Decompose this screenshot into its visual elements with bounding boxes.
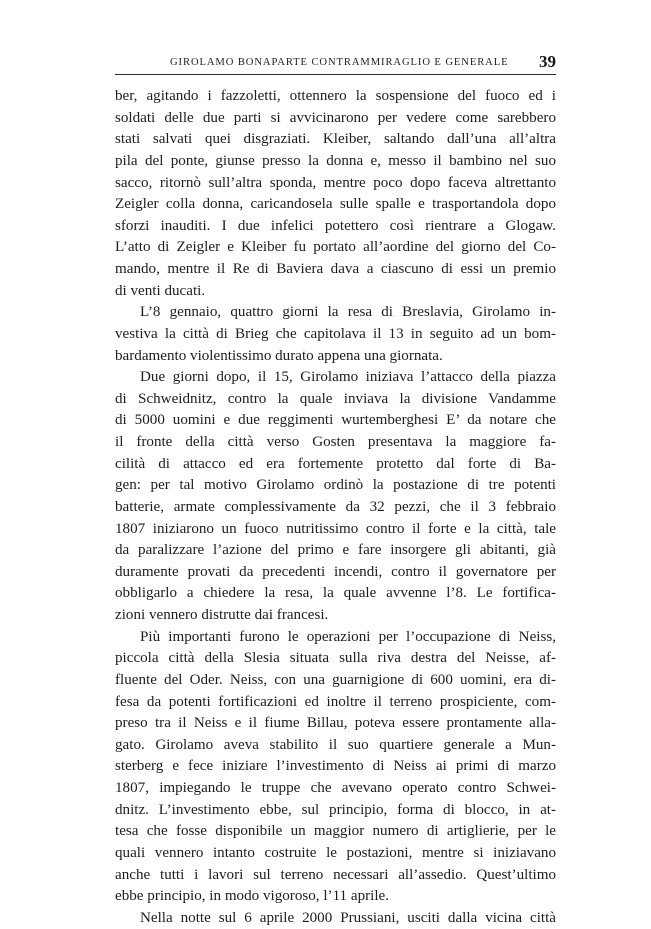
text-line: 1807 iniziarono un fuoco nutritissimo contro il forte e la città, tale (115, 520, 556, 537)
text-line: fluente del Oder. Neiss, con una guarnigione di 600 uomini, era di- (115, 671, 556, 688)
text-line: quali vennero intanto costruite le postazioni, mentre si iniziavano (115, 844, 556, 861)
header-rule (115, 74, 556, 75)
text-line: preso tra il Neiss e il fiume Billau, poteva essere prontamente alla- (115, 715, 556, 732)
text-line: gato. Girolamo aveva stabilito il suo quartiere generale a Mun- (115, 736, 556, 753)
text-line: sterberg e fece iniziare l’investimento di Neiss ai primi di marzo (115, 758, 556, 775)
paragraph-first-line: Nella notte sul 6 aprile 2000 Prussiani, usciti dalla vicina città (140, 909, 556, 926)
text-line: sacco, ritornò sull’altra sponda, mentre poco dopo faceva altrettanto (115, 174, 556, 191)
text-line: da paralizzare l’azione del primo e fare insorgere gli abitanti, già (115, 542, 556, 559)
text-line: tesa che fosse disponibile un maggior numero di artiglierie, per le (115, 823, 556, 840)
running-head (115, 54, 556, 74)
text-line: duramente provati da precedenti incendi, contro il governatore per (115, 563, 556, 580)
text-line: batterie, armate complessivamente da 32 pezzi, che il 3 febbraio (115, 498, 556, 515)
paragraph-first-line: Due giorni dopo, il 15, Girolamo iniziava l’attacco della piazza (140, 369, 556, 386)
text-line: zioni vennero distrutte dai francesi. (115, 607, 329, 623)
text-line: fesa da potenti fortificazioni ed inoltre il terreno prospiciente, com- (115, 693, 556, 710)
text-line: il fronte della città verso Gosten presentava la maggiore fa- (115, 434, 556, 450)
page-number: 39 (539, 52, 556, 71)
text-line: pila del ponte, giunse presso la donna e, messo il bambino nel suo (115, 152, 556, 169)
text-line: Zeigler colla donna, caricandosela sulle spalle e trasportandola dopo (115, 196, 556, 213)
text-line: gen: per tal motivo Girolamo ordinò la postazione di tre potenti (115, 477, 556, 494)
body-text (115, 86, 556, 929)
text-line: anche tutti i lavori sul terreno necessari all’assedio. Quest’ultimo (115, 866, 556, 883)
text-line: piccola città della Slesia situata sulla riva destra del Neisse, af- (115, 650, 556, 667)
text-line: mando, mentre il Re di Baviera dava a ciascuno di essi un premio (115, 261, 556, 277)
text-line: stati salvati quei disgraziati. Kleiber, saltando dall’una all’altra (115, 131, 556, 148)
paragraph-first-line: Più importanti furono le operazioni per l’occupazione di Neiss, (140, 628, 556, 645)
text-line: bardamento violentissimo durato appena una giornata. (115, 347, 443, 364)
text-line: ebbe principio, in modo vigoroso, l’11 aprile. (115, 888, 390, 905)
running-head-title: GIROLAMO BONAPARTE CONTRAMMIRAGLIO E GENERALE (170, 57, 509, 68)
paragraph-first-line: L’8 gennaio, quattro giorni la resa di Breslavia, Girolamo in- (140, 304, 556, 321)
text-line: 1807, impiegando le truppe che avevano operato contro Schwei- (115, 780, 556, 796)
text-line: soldati delle due parti si avvicinarono per vedere come sarebbero (115, 109, 556, 126)
text-line: di Schweidnitz, contro la quale inviava la divisione Vandamme (115, 390, 556, 407)
text-line: dnitz. L’investimento ebbe, sul principio, forma di blocco, in at- (115, 801, 556, 818)
text-line: L’atto di Zeigler e Kleiber fu portato all’aordine del giorno del Co- (115, 239, 556, 256)
text-line: di 5000 uomini e due reggimenti wurtemberghesi E’ da notare che (115, 412, 556, 429)
text-line: sforzi inauditi. I due infelici potettero così rientrare a Glogaw. (115, 217, 556, 234)
text-line: ber, agitando i fazzoletti, ottennero la sospensione del fuoco ed i (115, 88, 556, 104)
text-line: vestiva la città di Brieg che capitolava il 13 in seguito ad un bom- (115, 325, 556, 342)
text-line: obbligarlo a chiedere la resa, la quale avvenne l’8. Le fortifica- (115, 585, 556, 602)
text-line: cilità di attacco ed era fortemente protetto dal forte di Ba- (115, 455, 556, 472)
text-line: di venti ducati. (115, 282, 206, 299)
